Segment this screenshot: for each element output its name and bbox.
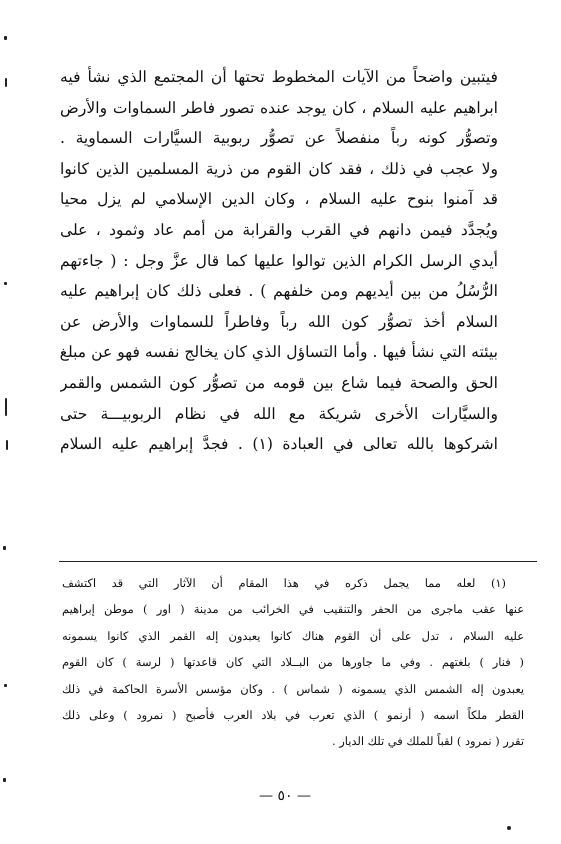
- text-line: الرُّسُلُ من بين أيديهم ومن خلفهم ) . فعلى ذلك كان إبراهيم عليه: [60, 282, 498, 301]
- scan-speck: [6, 440, 8, 450]
- text-line: قد آمنوا بنوح عليه السلام ، وكان الدين الإسلامي لم يزل محيا: [60, 190, 498, 209]
- page-number: — ٥٠ —: [259, 788, 311, 804]
- text-line: وتصوُّر كونه رباً منفصلاً عن تصوُّر ربوبية السيَّارات السماوية .: [60, 129, 498, 148]
- scan-speck: [4, 36, 7, 40]
- footnote-line: عليه السلام ، تدل على أن القوم هناك كانوا يعبدون إله القمر الذي كانوا يسمونه: [62, 628, 524, 643]
- text-line: ابراهيم عليه السلام ، كان يوجد عنده تصور فاطر السماوات والأرض: [60, 98, 498, 117]
- text-line: ولا عجب في ذلك ، فقد كان القوم من ذرية المسلمين الذين كانوا: [60, 159, 498, 178]
- footnote-line: عنها عقب ماجرى من الحفر والتنقيب في الخرائب من مدينة ( اور ) موطن إبراهيم: [62, 602, 524, 617]
- scan-speck: [3, 546, 6, 550]
- footnote-divider: [59, 561, 537, 562]
- scan-speck: [3, 778, 6, 782]
- scan-speck: [507, 826, 511, 830]
- footnote-line: القطر ملكاً اسمه ( أرنمو ) الذي تعرب في بلاد العرب فأصبح ( نمرود ) وعلى ذلك: [62, 707, 524, 722]
- text-line: أيدي الرسل الكرام الذين توالوا عليها كما قال عزَّ وجل : ( جاءتهم: [60, 251, 498, 270]
- footnotes: [62, 570, 524, 755]
- scan-speck: [5, 78, 7, 87]
- text-line: اشركوها بالله تعالى في العبادة (١) . فجدَّ إبراهيم عليه السلام: [60, 435, 498, 454]
- text-line: السلام أخذ تصوُّر كون الله رباً وفاطراً للسماوات والأرض عن: [60, 312, 498, 331]
- text-line: الحق والصحة فيما شاع بين قومه من تصوُّر كون الشمس والقمر: [60, 373, 498, 392]
- scan-speck: [4, 282, 7, 285]
- footnote-line: ( فنار ) بلغتهم . وفي ما جاورها من البــلاد التي كان قاعدتها ( لرسة ) كان القوم: [62, 655, 524, 670]
- scan-speck: [4, 684, 7, 687]
- footnote-line: (١) لعله مما يجمل ذكره في هذا المقام أن الآثار التي قد اكتشف: [62, 576, 506, 590]
- footnote-line: يعبدون إله الشمس الذي يسمونه ( شماس ) . وكان مؤسس الأسرة الحاكمة في ذلك: [62, 681, 524, 696]
- text-line: ويُجدَّد فيمن دانهم في القرب والقرابة من أمم عاد وثمود ، على: [60, 220, 498, 239]
- text-line: بيئته التي نشأ فيها . وأما التساؤل الذي كان يخالج نفسه فهو عن مبلغ: [60, 343, 498, 362]
- footnote-line: تقرر ( نمرود ) لقباً للملك في تلك الديار .: [331, 734, 524, 749]
- main-text: [60, 62, 498, 460]
- text-line: والسيَّارات الأخرى شريكة مع الله في نظام الربوبيـــة حتى: [60, 404, 498, 423]
- text-line: فيتبين واضحاً من الآيات المخطوط تحتها أن المجتمع الذي نشأ فيه: [60, 68, 498, 86]
- scan-speck: [5, 398, 7, 416]
